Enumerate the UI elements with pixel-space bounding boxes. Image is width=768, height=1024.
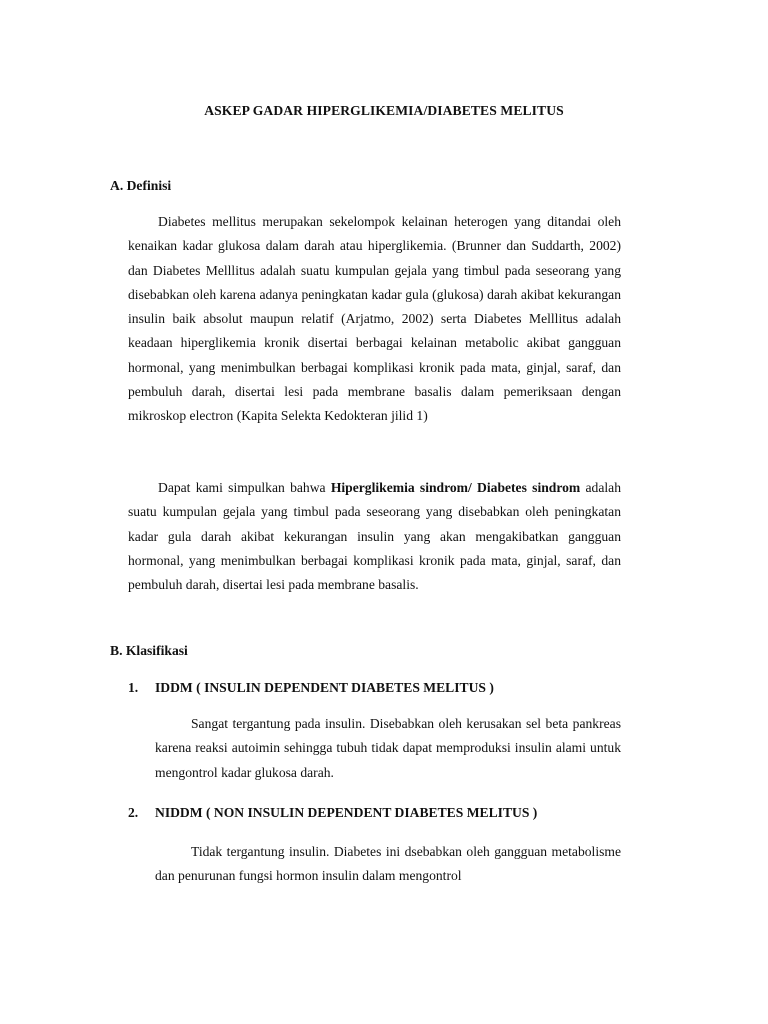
section-a-heading: A. Definisi <box>110 178 172 193</box>
definition-paragraph-2 <box>128 476 621 597</box>
document-title: ASKEP GADAR HIPERGLIKEMIA/DIABETES MELITUS <box>204 103 564 118</box>
classification-item-1-body: Sangat tergantung pada insulin. Disebabkan oleh kerusakan sel beta pankreas karena reaksi autoimin sehingga tubuh tidak dapat memproduksi insulin alami untuk mengontrol kadar glukosa darah. <box>155 716 621 780</box>
classification-item-1-label: IDDM ( INSULIN DEPENDENT DIABETES MELITUS ) <box>155 680 494 695</box>
section-b-heading: B. Klasifikasi <box>110 643 188 658</box>
classification-item-1-text <box>155 712 621 785</box>
definition-paragraph-1 <box>128 210 621 429</box>
classification-item-2-text <box>155 840 621 889</box>
classification-item-1-number: 1. <box>128 680 139 695</box>
classification-item-2-body: Tidak tergantung insulin. Diabetes ini dsebabkan oleh gangguan metabolisme dan penurunan fungsi hormon insulin dalam mengontrol <box>155 844 621 884</box>
definition-paragraph-2-bold: Hiperglikemia sindrom/ Diabetes sindrom <box>330 480 581 495</box>
definition-paragraph-1-text: Diabetes mellitus merupakan sekelompok kelainan heterogen yang ditandai oleh kenaikan kadar glukosa dalam darah atau hiperglikemia. (Brunner dan Suddarth, 2002) dan Diabetes Melllitus adalah suatu kumpulan gejala yang timbul pada seseorang yang disebabkan oleh karena adanya peningkatan kadar gula (glukosa) darah akibat kekurangan insulin baik absolut maupun relatif (Arjatmo, 2002) serta Diabetes Melllitus adalah keadaan hiperglikemia kronik disertai berbagai kelainan metabolic akibat gangguan hormonal, yang menimbulkan berbagai komplikasi kronik pada mata, ginjal, saraf, dan pembuluh darah, disertai lesi pada membrane basalis dalam pemeriksaan dengan mikroskop electron (Kapita Selekta Kedokteran jilid 1) <box>128 214 621 424</box>
classification-item-2-number: 2. <box>128 805 139 820</box>
definition-paragraph-2-rest: adalah suatu kumpulan gejala yang timbul pada seseorang yang disebabkan oleh peningkatan kadar gula darah akibat kekurangan insulin yang akan mengakibatkan gangguan hormonal, yang menimbulkan berbagai komplikasi kronik pada mata, ginjal, saraf, dan pembuluh darah, disertai lesi pada membrane basalis. <box>128 480 621 593</box>
definition-paragraph-2-lead: Dapat kami simpulkan bahwa <box>158 480 331 495</box>
classification-item-2-label: NIDDM ( NON INSULIN DEPENDENT DIABETES MELITUS ) <box>155 805 538 820</box>
